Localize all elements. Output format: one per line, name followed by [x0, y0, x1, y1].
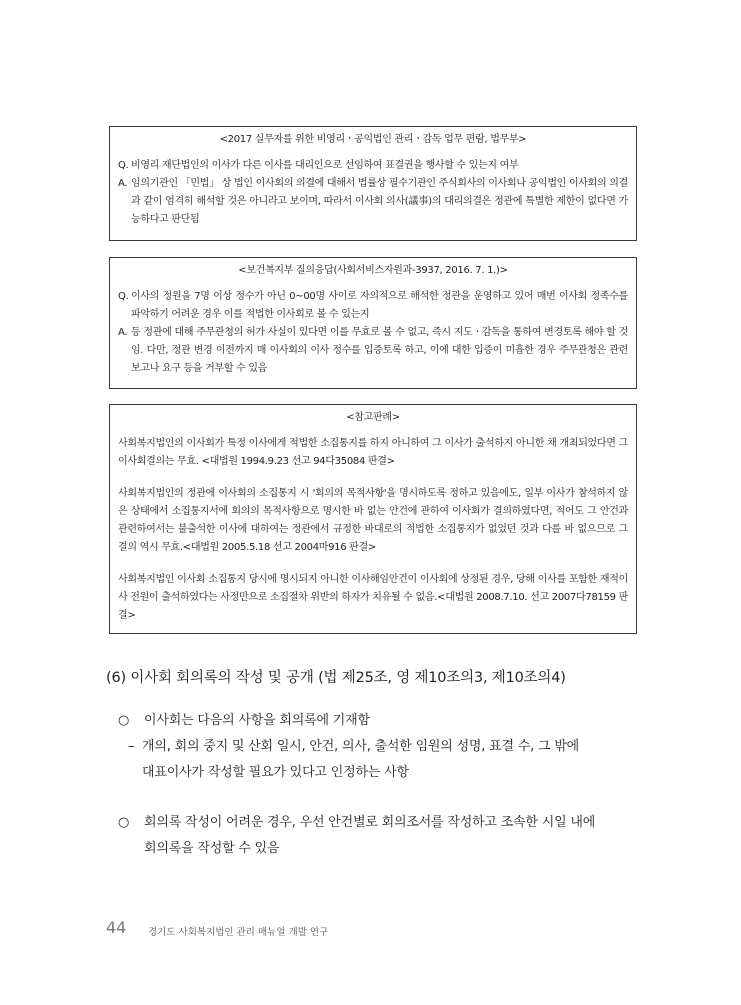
answer-row	[118, 175, 628, 229]
page-number: 44	[106, 918, 127, 937]
question-marker: Q.	[118, 160, 129, 171]
dash-bullet-icon: –	[128, 739, 135, 754]
guidebook-qa-box	[109, 126, 637, 241]
footer-title: 경기도 사회복지법인 관리 매뉴얼 개발 연구	[148, 927, 329, 938]
sub-item	[128, 735, 579, 759]
answer-row	[118, 324, 628, 378]
case-law-paragraph: 사회복지법인의 정관에 이사회의 소집통지 시 '회의의 목적사항'을 명시하도록 정하고 있음에도, 일부 이사가 참석하지 않은 상태에서 소집통지서에 회의의 목적사항으로 명시한 바 없는 안건에 관하여 이사회가 결의하였다면, 적어도 그 안건과 관련하여서는 불출석한 이사에 대하여는 정관에서 규정한 바대로의 적법한 소집통지가 없었던 것과 다를 바 없으므로 그 결의 역시 무효.<대법원 2005.5.18 선고 2004마916 판결>	[118, 488, 628, 553]
answer-text: 임의기관인 「민법」 상 법인 이사회의 의결에 대해서 법률상 필수기관인 주식회사의 이사회나 공익법인 이사회의 의결과 같이 엄격히 해석할 것은 아니라고 보이며, 따라서 이사회 의사(議事)의 대리의결은 정관에 특별한 제한이 없다면 가능하다고 판단됨	[131, 178, 628, 225]
question-marker: Q.	[118, 291, 129, 302]
case-law-paragraph: 사회복지법인의 이사회가 특정 이사에게 적법한 소집통지를 하지 아니하여 그 이사가 출석하지 아니한 채 개최되었다면 그 이사회결의는 무효. <대법원 1994.9.23 선고 94다35084 판결>	[118, 438, 628, 467]
case-law-paragraph: 사회복지법인 이사회 소집통지 당시에 명시되지 아니한 이사해임안건이 이사회에 상정된 경우, 당해 이사를 포함한 재적이사 전원이 출석하였다는 사정만으로 소집절차 위반의 하자가 치유될 수 없음.<대법원 2008.7.10. 선고 2007다78159 판결>	[118, 574, 628, 621]
bullet-item	[118, 709, 370, 733]
bullet-item	[118, 811, 595, 835]
circle-bullet-icon: ○	[118, 815, 130, 830]
ministry-qa-box	[109, 257, 637, 389]
question-row	[118, 288, 628, 324]
circle-bullet-icon: ○	[118, 713, 130, 728]
answer-marker: A.	[118, 178, 128, 189]
question-text: 이사의 정원을 7명 이상 정수가 아닌 0~00명 사이로 자의적으로 해석한 정관을 운영하고 있어 매번 이사회 정족수를 파악하기 어려운 경우 이를 적법한 이사회로 볼 수 있는지	[131, 291, 628, 320]
guidebook-box-title: <2017 실무자를 위한 비영리ㆍ공익법인 관리ㆍ감독 업무 편람, 법무부>	[219, 134, 527, 145]
answer-marker: A.	[118, 327, 128, 338]
section-heading: (6) 이사회 회의록의 작성 및 공개 (법 제25조, 영 제10조의3, 제10조의4)	[106, 670, 566, 686]
question-row	[118, 157, 628, 175]
sub-item-continuation: 대표이사가 작성할 필요가 있다고 인정하는 사항	[142, 765, 409, 780]
case-law-box	[109, 404, 637, 634]
answer-text: 등 정관에 대해 주무관청의 허가 사실이 있다면 이를 무효로 볼 수 없고, 즉시 지도ㆍ감독을 통하여 변경토록 해야 할 것임. 다만, 정관 변경 이전까지 매 이사회의 이사 정수를 입증토록 하고, 이에 대한 입증이 미흡한 경우 주무관청은 관련 보고나 요구 등을 거부할 수 있음	[131, 327, 628, 374]
question-text: 비영리 재단법인의 이사가 다른 이사를 대리인으로 선임하여 표결권을 행사할 수 있는지 여부	[131, 160, 519, 171]
case-law-box-title: <참고판례>	[346, 412, 400, 423]
sub-item-text: 개의, 회의 중지 및 산회 일시, 안건, 의사, 출석한 임원의 성명, 표결 수, 그 밖에	[142, 739, 580, 754]
bullet-item-text: 회의록 작성이 어려운 경우, 우선 안건별로 회의조서를 작성하고 조속한 시일 내에	[144, 815, 596, 830]
bullet-item-continuation: 회의록을 작성할 수 있음	[144, 841, 280, 856]
bullet-item-text: 이사회는 다음의 사항을 회의록에 기재함	[144, 713, 370, 728]
ministry-box-title: <보건복지부 질의응답(사회서비스자원과-3937, 2016. 7. 1.)>	[238, 265, 508, 276]
